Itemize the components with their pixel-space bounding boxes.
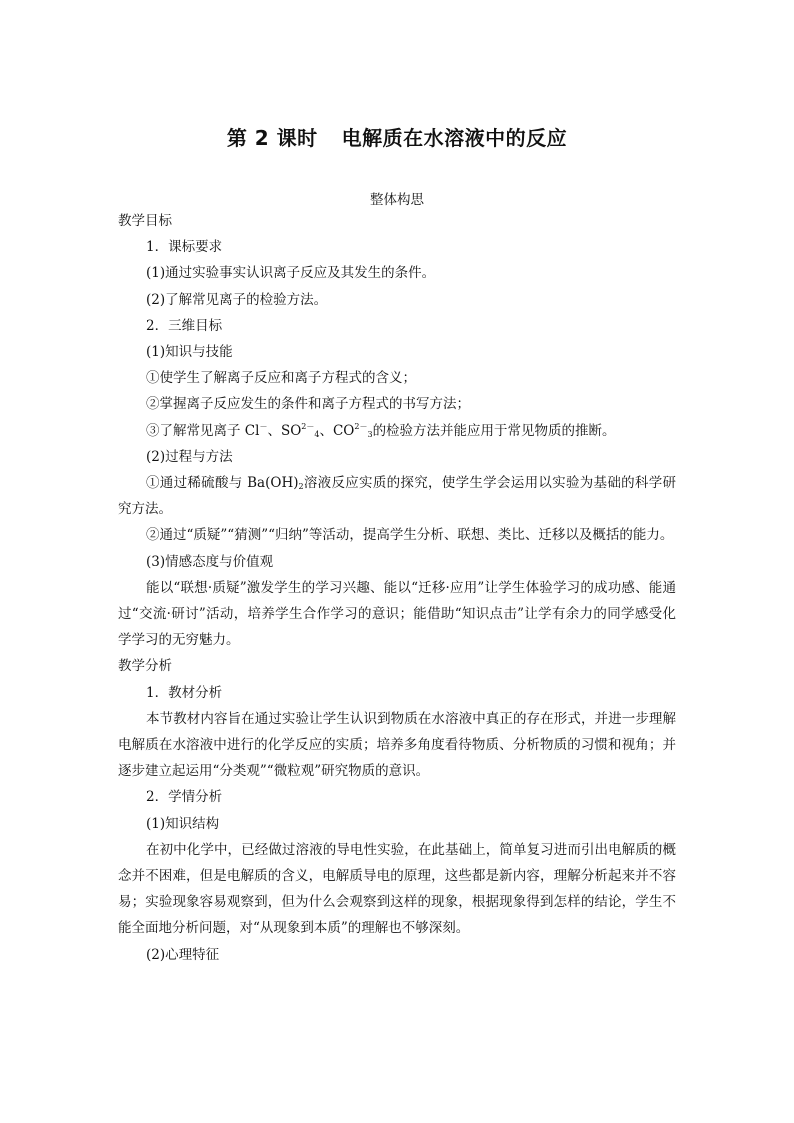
analysis-textbook-text: 本节教材内容旨在通过实验让学生认识到物质在水溶液中真正的存在形式，并进一步理解电解质在水溶液中进行的化学反应的实质；培养多角度看待物质、分析物质的习惯和视角；并逐步建立起运用“分类观”“微粒观”研究物质的意识。: [118, 710, 676, 780]
analysis-knowledge-structure: (1)知识结构: [146, 815, 220, 832]
section-subtitle: 整体构思: [370, 192, 424, 208]
goal-curriculum-item-2: (2)了解常见离子的检验方法。: [146, 291, 328, 308]
goal-knowledge-skills: (1)知识与技能: [146, 344, 233, 361]
page-title: [0, 122, 794, 151]
analysis-students: 2．学情分析: [146, 789, 223, 806]
goal-emotion-values: (3)情感态度与价值观: [146, 553, 274, 570]
knowledge-item-3: ③了解常见离子 Cl－、$SO^{2-}_4$、$CO^{2-}_3$的检验方法并能应用于常见物质的推断。: [146, 421, 616, 439]
analysis-knowledge-text: 在初中化学中，已经做过溶液的导电性实验，在此基础上，简单复习进而引出电解质的概念并不困难，但是电解质的含义，电解质导电的原理，这些都是新内容，理解分析起来并不容易；实验现象容易观察到，但为什么会观察到这样的现象，根据现象得到怎样的结论，学生不能全面地分析问题，对“从现象到本质”的理解也不够深刻。: [118, 841, 676, 937]
document-body: [118, 208, 676, 968]
lesson-number: 第 2 课时: [226, 126, 318, 150]
process-item-1: ①通过稀硫酸与 $Ba(OH)_2$溶液反应实质的探究，使学生学会运用以实验为基础的科学研究方法。: [118, 475, 676, 518]
process-item-2: ②通过“质疑”“猜测”“归纳”等活动，提高学生分析、联想、类比、迁移以及概括的能力。: [146, 527, 674, 544]
lesson-topic: 电解质在水溶液中的反应: [341, 126, 568, 150]
emotion-text: 能以“联想·质疑”激发学生的学习兴趣、能以“迁移·应用”让学生体验学习的成功感、能通过“交流·研讨”活动，培养学生合作学习的意识；能借助“知识点击”让学有余力的同学感受化学学习的无穷魅力。: [118, 579, 676, 649]
knowledge-item-2: ②掌握离子反应发生的条件和离子方程式的书写方法；: [146, 396, 470, 413]
goal-process-method: (2)过程与方法: [146, 448, 233, 465]
heading-teaching-analysis: 教学分析: [118, 658, 172, 675]
analysis-textbook: 1．教材分析: [146, 684, 223, 701]
goal-curriculum-item-1: (1)通过实验事实认识离子反应及其发生的条件。: [146, 265, 436, 282]
goal-three-dimensional: 2．三维目标: [146, 317, 223, 334]
analysis-psychology: (2)心理特征: [146, 946, 220, 963]
goal-curriculum: 1．课标要求: [146, 239, 223, 256]
heading-teaching-goals: 教学目标: [118, 213, 172, 229]
knowledge-item-1: ①使学生了解离子反应和离子方程式的含义；: [146, 370, 416, 387]
